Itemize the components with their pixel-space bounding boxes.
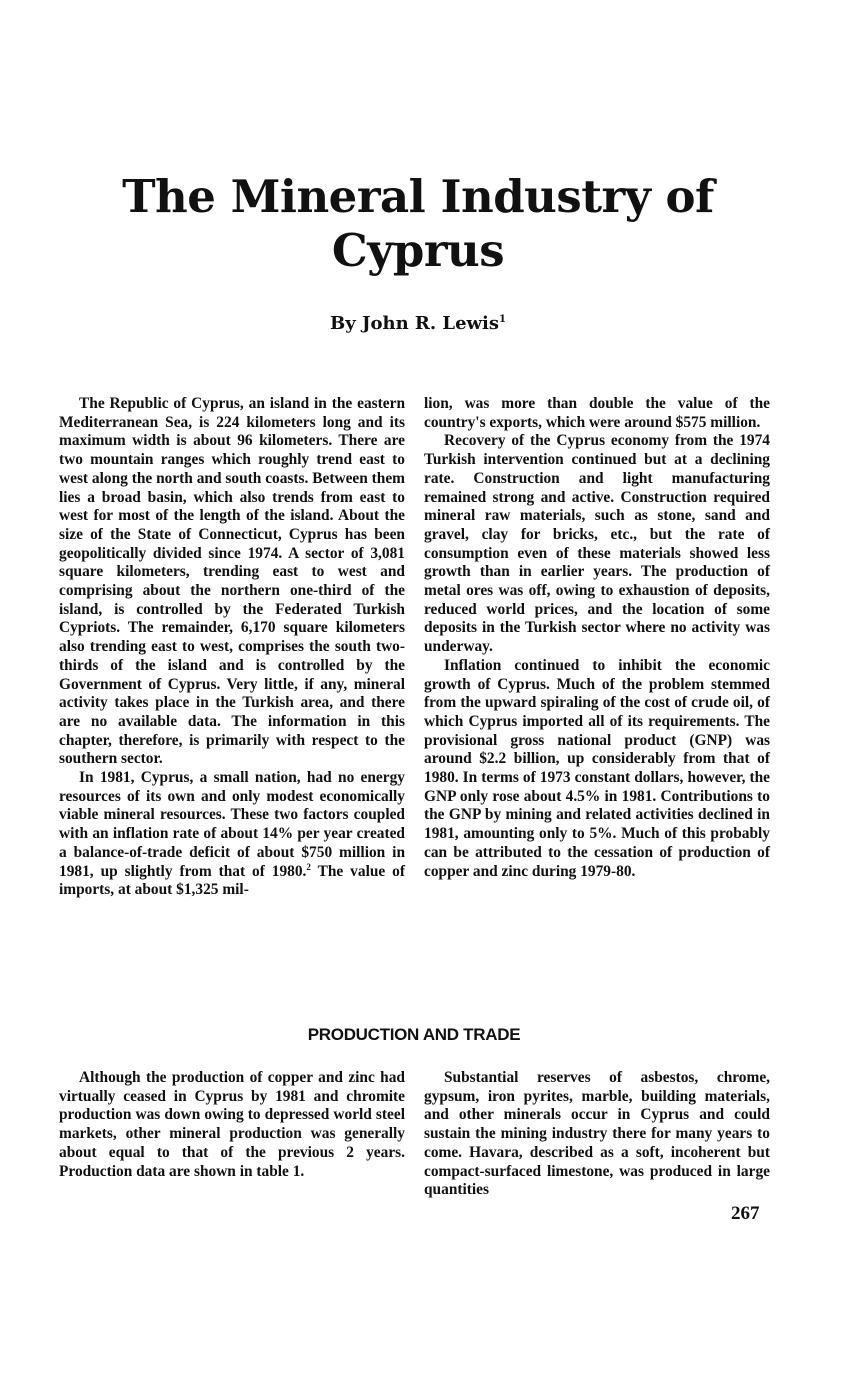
section-heading: PRODUCTION AND TRADE [307,1025,521,1044]
byline [0,313,836,334]
section-column-right [424,1069,770,1200]
page-number: 267 [731,1203,760,1224]
page-title [0,170,836,278]
title-line-1: The Mineral Industry of [122,170,714,223]
section-column-left [59,1069,405,1181]
paragraph: Recovery of the Cyprus economy from the 1974 Turkish intervention continued but at a declining rate. Construction and light manufacturing remained strong and active. Construction required mineral raw materials, such as stone, sand and gravel, clay for bricks, etc., but the rate of consumption even of these materials showed less growth than in earlier years. The production of metal ores was off, owing to exhaustion of deposits, reduced world prices, and the location of some deposits in the Turkish sector where no activity was underway. [424,432,770,656]
paragraph: Although the production of copper and zinc had virtually ceased in Cyprus by 1981 and chromite production was down owing to depressed world steel markets, other mineral production was generally about equal to that of the previous 2 years. Production data are shown in table 1. [59,1069,405,1180]
footnote-mark: 1 [499,314,506,325]
intro-column-right [424,395,770,881]
paragraph [59,769,405,900]
paragraph-text: In 1981, Cyprus, a small nation, had no energy resources of its own and only modest economically viable mineral resources. These two factors coupled with an inflation rate of about 14% per year created a balance-of-trade deficit of about $750 million in 1981, up slightly from that of 1980. [59,769,405,880]
paragraph-text: The value of imports, at about $1,325 mil- [59,862,405,899]
title-line-2: Cyprus [331,224,505,277]
paragraph: The Republic of Cyprus, an island in the eastern Mediterranean Sea, is 224 kilometers long and its maximum width is about 96 kilometers. There are two mountain ranges which roughly trend east to west along the north and south coasts. Between them lies a broad basin, which also trends from east to west for most of the length of the island. About the size of the State of Connecticut, Cyprus has been geopolitically divided since 1974. A sector of 3,081 square kilometers, trending east to west and comprising about the northern one-third of the island, is controlled by the Federated Turkish Cypriots. The remainder, 6,170 square kilometers also trending east to west, comprises the south two-thirds of the island and is controlled by the Government of Cyprus. Very little, if any, mineral activity takes place in the Turkish area, and there are no available data. The information in this chapter, therefore, is primarily with respect to the southern sector. [59,395,405,768]
author-name: By John R. Lewis [330,313,499,334]
paragraph: Inflation continued to inhibit the economic growth of Cyprus. Much of the problem stemmed from the upward spiraling of the cost of crude oil, of which Cyprus imported all of its requirements. The provisional gross national product (GNP) was around $2.2 billion, up considerably from that of 1980. In terms of 1973 constant dollars, however, the GNP only rose about 4.5% in 1981. Contributions to the GNP by mining and related activities declined in 1981, amounting only to 5%. Much of this probably can be attributed to the cessation of production of copper and zinc during 1979-80. [424,656,770,880]
paragraph: lion, was more than double the value of the country's exports, which were around $575 million. [424,395,770,431]
paragraph: Substantial reserves of asbestos, chrome, gypsum, iron pyrites, marble, building materials, and other minerals occur in Cyprus and could sustain the mining industry there for many years to come. Havara, described as a soft, incoherent but compact-surfaced limestone, was produced in large quantities [424,1069,770,1199]
footnote-mark: 2 [306,861,311,872]
intro-column-left [59,395,405,900]
